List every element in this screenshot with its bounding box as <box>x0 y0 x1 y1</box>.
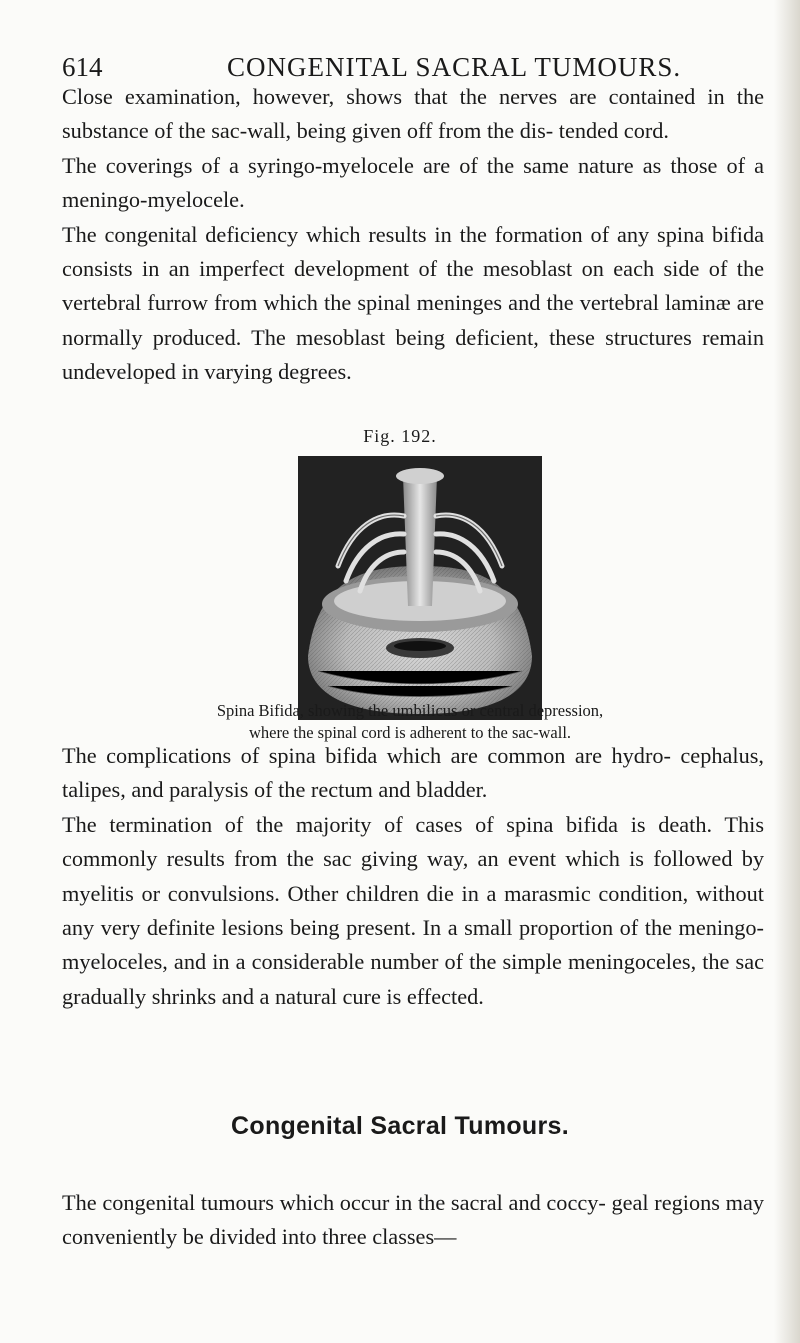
spina-bifida-engraving <box>298 456 542 720</box>
running-title: CONGENITAL SACRAL TUMOURS. <box>227 52 682 82</box>
paragraph: The complications of spina bifida which are common are hydro- cephalus, talipes, and paralysis of the rectum and bladder. <box>62 743 764 803</box>
running-head <box>62 50 762 84</box>
text-block-top <box>62 80 764 390</box>
figure-caption <box>80 700 740 744</box>
paragraph: Close examination, however, shows that the nerves are contained in the substance of the sac-wall, being given off from the dis- tended cord. <box>62 84 764 144</box>
text-block-bottom <box>62 1186 764 1255</box>
text-block-middle <box>62 739 764 1014</box>
paragraph: The congenital deficiency which results in the formation of any spina bifida consists in an imperfect development of the mesoblast on each side of the vertebral furrow from which the spinal meninges and the vertebral laminæ are normally produced. The mesoblast being deficient, these structures remain undeveloped in varying degrees. <box>62 221 764 385</box>
paragraph: The congenital tumours which occur in the sacral and coccy- geal regions may conveniently be divided into three classes— <box>62 1190 764 1250</box>
paragraph: The coverings of a syringo-myelocele are of the same nature as those of a meningo-myelocele. <box>62 152 764 213</box>
figure-label: Fig. 192. <box>363 426 437 446</box>
caption-line: where the spinal cord is adherent to the sac-wall. <box>248 723 572 742</box>
page-number: 614 <box>62 52 103 82</box>
figure-illustration <box>298 456 542 720</box>
section-heading: Congenital Sacral Tumours. <box>231 1112 569 1140</box>
caption-line: Spina Bifida, showing the umbilicus or central depression, <box>216 701 604 720</box>
page-edge-shadow <box>774 0 800 1343</box>
paragraph: The termination of the majority of cases of spina bifida is death. This commonly results from the sac giving way, an event which is followed by myelitis or convulsions. Other children die in a marasmic condition, without any very definite lesions being present. In a small proportion of the meningo-myeloceles, and in a considerable number of the simple meningoceles, the sac gradually shrinks and a natural cure is effected. <box>62 811 764 1009</box>
